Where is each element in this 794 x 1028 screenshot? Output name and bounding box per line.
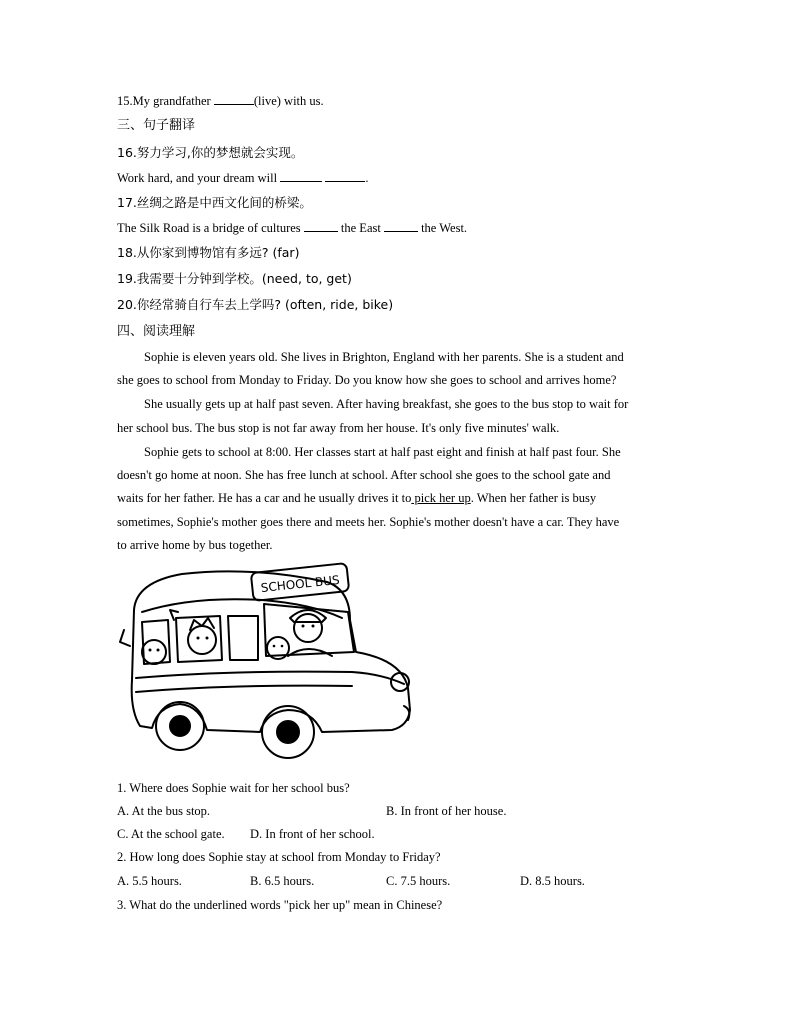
question-16-english — [117, 170, 368, 186]
q17-blank-2[interactable] — [384, 220, 418, 232]
school-bus-illustration — [112, 560, 416, 770]
underlined-phrase: pick her up — [411, 491, 471, 505]
q16-blank-1[interactable] — [280, 170, 322, 182]
q1-option-b[interactable]: B. In front of her house. — [386, 804, 507, 818]
q17-blank-1[interactable] — [304, 220, 338, 232]
q16-prefix: Work hard, and your dream will — [117, 171, 281, 185]
driver-head — [294, 614, 322, 642]
passage-p1-line2: she goes to school from Monday to Friday. Do you know how she goes to school and arrives home? — [117, 373, 617, 387]
q2-option-d[interactable]: D. 8.5 hours. — [520, 874, 585, 888]
p3-line3-suffix: . When her father is busy — [470, 491, 597, 505]
section-3-heading: 三、句子翻译 — [117, 118, 196, 133]
passage-p3-line2: doesn't go home at noon. She has free lunch at school. After school she goes to the school gate and — [117, 468, 611, 482]
question-2: 2. How long does Sophie stay at school from Monday to Friday? — [117, 850, 441, 864]
section-4-heading: 四、阅读理解 — [117, 324, 196, 339]
bus-wheel-front-hub — [277, 721, 299, 743]
bus-window-3 — [228, 616, 258, 660]
child-head-2 — [188, 626, 216, 654]
bus-stripe — [136, 672, 404, 684]
bus-wheel-rear-hub — [170, 716, 190, 736]
q1-option-d[interactable]: D. In front of her school. — [250, 827, 375, 841]
question-18: 18.从你家到博物馆有多远? (far) — [117, 245, 300, 260]
q16-suffix: . — [365, 171, 369, 185]
q17-part-c: the West. — [417, 221, 468, 235]
q2-option-c[interactable]: C. 7.5 hours. — [386, 874, 451, 888]
p3-line3-prefix: waits for her father. He has a car and he usually drives it to — [117, 491, 412, 505]
bus-bumper — [404, 706, 409, 720]
child-head-1 — [142, 640, 166, 664]
passage-p2-line1: She usually gets up at half past seven. After having breakfast, she goes to the bus stop to wait for — [144, 397, 629, 411]
question-20: 20.你经常骑自行车去上学吗? (often, ride, bike) — [117, 297, 394, 312]
q1-option-a[interactable]: A. At the bus stop. — [117, 804, 211, 818]
q1-option-c[interactable]: C. At the school gate. — [117, 827, 225, 841]
q2-option-a[interactable]: A. 5.5 hours. — [117, 874, 182, 888]
q17-part-a: The Silk Road is a bridge of cultures — [117, 221, 304, 235]
passage-p3-line3 — [117, 490, 596, 506]
question-16-chinese: 16.努力学习,你的梦想就会实现。 — [117, 145, 304, 160]
question-1: 1. Where does Sophie wait for her school bus? — [117, 781, 350, 795]
question-3: 3. What do the underlined words "pick her up" mean in Chinese? — [117, 898, 443, 912]
bus-body — [132, 571, 410, 732]
q15-suffix: (live) with us. — [253, 94, 324, 108]
q2-option-b[interactable]: B. 6.5 hours. — [250, 874, 315, 888]
q15-prefix: 15.My grandfather — [117, 94, 214, 108]
bus-stripe-2 — [136, 686, 352, 692]
passage-p3-line1: Sophie gets to school at 8:00. Her classes start at half past eight and finish at half past four. She — [144, 445, 621, 459]
q15-blank[interactable] — [214, 93, 254, 105]
passage-p3-line4: sometimes, Sophie's mother goes there and meets her. Sophie's mother doesn't have a car. They have — [117, 515, 620, 529]
q17-part-b: the East — [337, 221, 384, 235]
question-19: 19.我需要十分钟到学校。(need, to, get) — [117, 271, 352, 286]
q16-blank-2[interactable] — [325, 170, 365, 182]
question-17-chinese: 17.丝绸之路是中西文化间的桥梁。 — [117, 195, 312, 210]
passage-p2-line2: her school bus. The bus stop is not far away from her house. It's only five minutes' walk. — [117, 421, 560, 435]
question-15 — [117, 93, 324, 109]
passage-p1-line1: Sophie is eleven years old. She lives in Brighton, England with her parents. She is a student and — [144, 350, 624, 364]
school-bus-sign-text: SCHOOL BUS — [260, 572, 341, 596]
question-17-english — [117, 220, 467, 236]
passage-p3-line5: to arrive home by bus together. — [117, 538, 273, 552]
waving-hand-1 — [120, 630, 130, 646]
